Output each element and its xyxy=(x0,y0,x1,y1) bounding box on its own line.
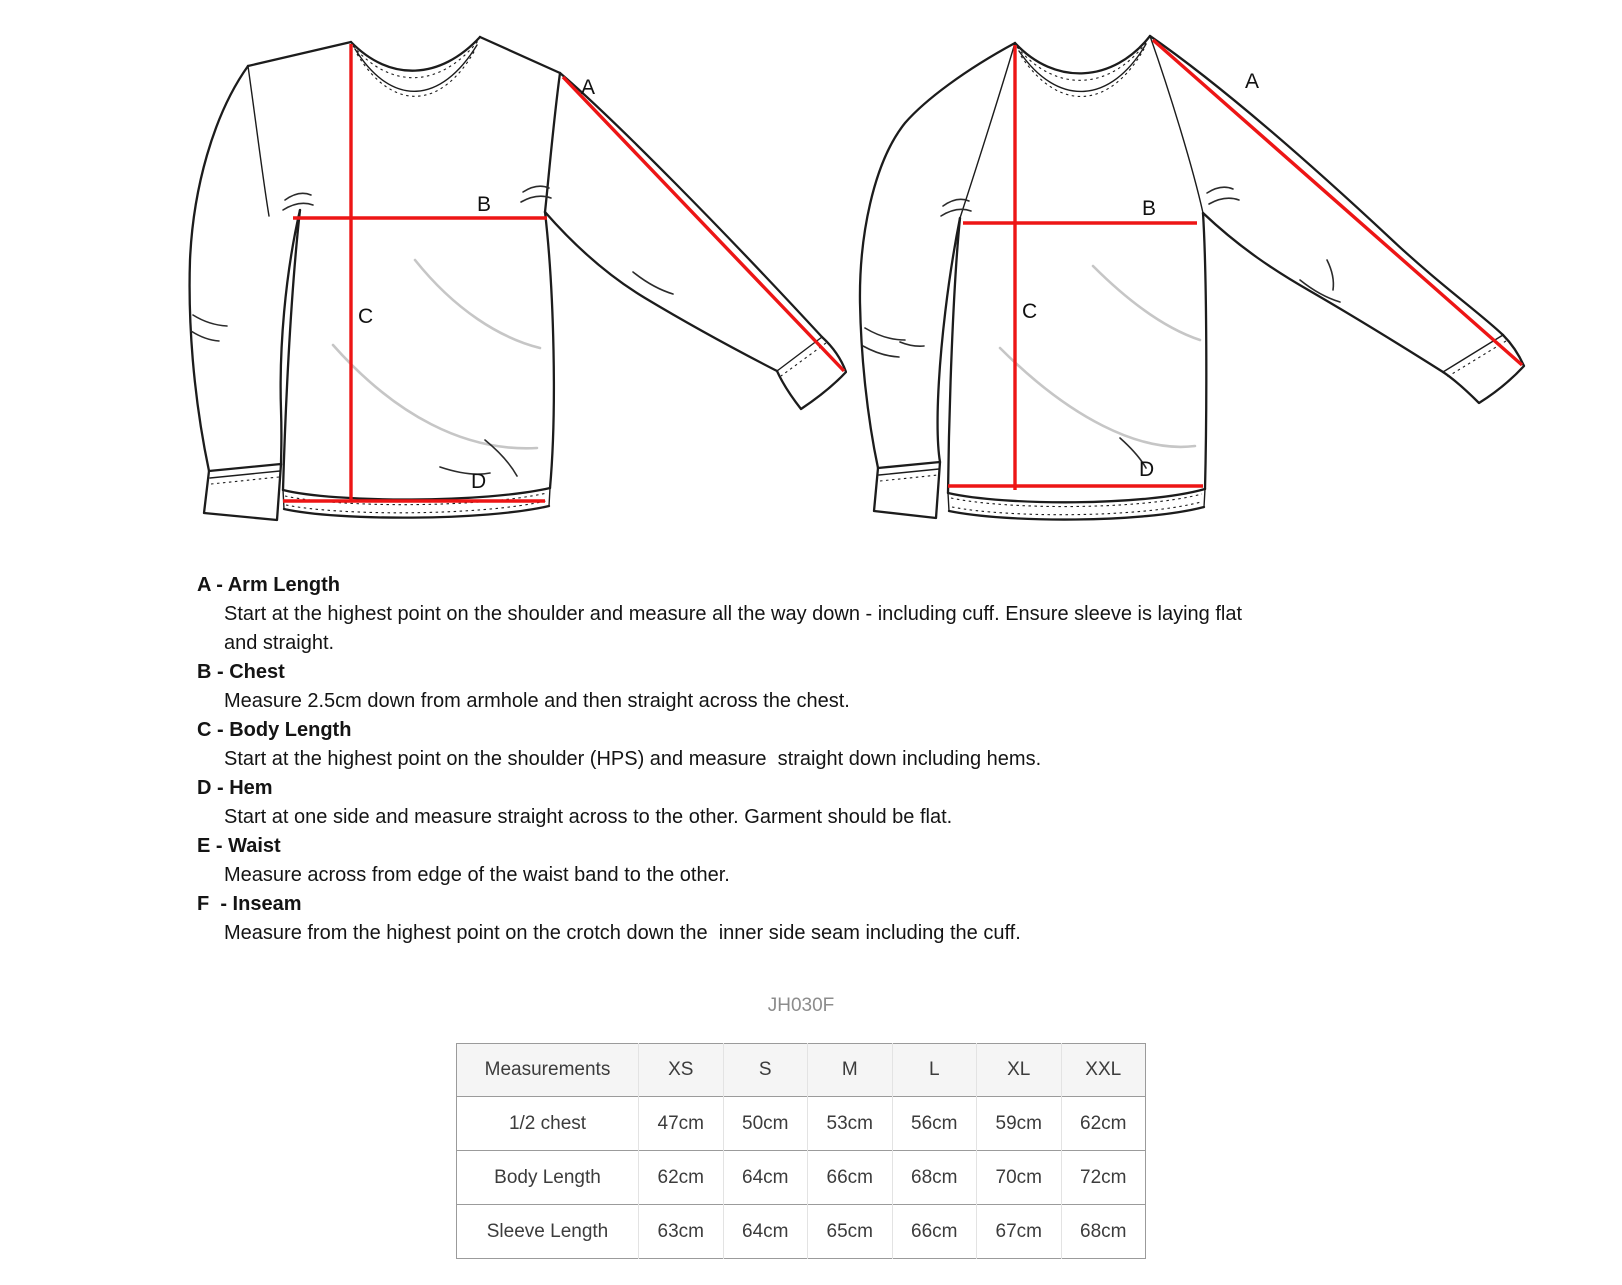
arm-length-label: A xyxy=(1245,70,1260,93)
table-row xyxy=(457,1097,1146,1151)
left-garment-diagram xyxy=(185,20,847,545)
crease-line xyxy=(1000,348,1195,447)
fold-mark xyxy=(633,272,673,294)
guide-text: Measure across from edge of the waist band to the other. xyxy=(224,864,730,886)
collar-outline xyxy=(1019,44,1146,91)
size-col-header: M xyxy=(808,1044,893,1097)
row-label: 1/2 chest xyxy=(457,1097,639,1151)
table-row xyxy=(457,1151,1146,1205)
guide-heading-hem: D - Hem xyxy=(197,777,273,799)
size-col-header: Measurements xyxy=(457,1044,639,1097)
size-value-cell: 64cm xyxy=(723,1151,808,1205)
size-table xyxy=(456,1043,1146,1259)
size-value-cell: 66cm xyxy=(808,1151,893,1205)
row-label: Body Length xyxy=(457,1151,639,1205)
size-value-cell: 68cm xyxy=(892,1151,977,1205)
size-value-cell: 66cm xyxy=(892,1205,977,1259)
size-value-cell: 62cm xyxy=(639,1151,724,1205)
guide-heading-body-length: C - Body Length xyxy=(197,719,352,741)
collar-outline xyxy=(1015,36,1150,73)
crease-line xyxy=(415,260,540,348)
cuff-seam xyxy=(879,469,939,475)
size-value-cell: 63cm xyxy=(639,1205,724,1259)
cuff-outline xyxy=(777,337,846,409)
cuff-stitch xyxy=(211,477,279,484)
size-col-header: XL xyxy=(977,1044,1062,1097)
cuff-outline xyxy=(1443,335,1524,403)
guide-text: Measure 2.5cm down from armhole and then straight across the chest. xyxy=(224,690,850,712)
cuff-seam xyxy=(210,471,280,478)
sleeve-outline xyxy=(190,66,248,471)
side-seam xyxy=(948,218,960,493)
right-garment-diagram xyxy=(845,8,1530,548)
shoulder-seam xyxy=(248,42,351,66)
size-value-cell: 47cm xyxy=(639,1097,724,1151)
armpit-mark xyxy=(941,199,971,216)
cuff-stitch xyxy=(781,343,826,376)
fold-mark xyxy=(193,315,227,326)
hem-label: D xyxy=(471,470,487,493)
size-value-cell: 70cm xyxy=(977,1151,1062,1205)
shoulder-seam xyxy=(480,37,560,73)
size-col-header: XS xyxy=(639,1044,724,1097)
guide-text: and straight. xyxy=(224,632,335,654)
collar-outline xyxy=(355,45,477,91)
sleeve-outline xyxy=(1203,213,1443,372)
product-code: JH030F xyxy=(767,995,835,1016)
guide-text: Start at the highest point on the shoulder (HPS) and measure straight down including hems. xyxy=(224,748,1042,770)
arm-length-line xyxy=(563,77,844,371)
armpit-mark xyxy=(1207,187,1239,204)
hem-stitch xyxy=(286,501,546,513)
size-value-cell: 53cm xyxy=(808,1097,893,1151)
chest-label: B xyxy=(477,193,492,216)
fold-mark xyxy=(191,331,219,341)
guide-text: Start at the highest point on the shoulder and measure all the way down - including cuff. Ensure sleeve is laying flat xyxy=(224,603,1243,625)
measurement-guide xyxy=(197,571,1242,948)
side-seam xyxy=(1203,213,1206,489)
guide-text: Start at one side and measure straight across to the other. Garment should be flat. xyxy=(224,806,953,828)
guide-text: Measure from the highest point on the crotch down the inner side seam including the cuff. xyxy=(224,922,1021,944)
hem-outline xyxy=(283,488,550,500)
body-length-label: C xyxy=(1022,300,1038,323)
cuff-stitch xyxy=(1447,341,1506,377)
armpit-mark xyxy=(283,193,313,210)
crease-line xyxy=(1093,266,1200,340)
collar-outline xyxy=(351,37,480,71)
size-value-cell: 67cm xyxy=(977,1205,1062,1259)
hem-label: D xyxy=(1139,458,1155,481)
hem-outline xyxy=(284,506,549,518)
size-value-cell: 59cm xyxy=(977,1097,1062,1151)
size-col-header: S xyxy=(723,1044,808,1097)
size-col-header: XXL xyxy=(1061,1044,1146,1097)
size-value-cell: 68cm xyxy=(1061,1205,1146,1259)
row-label: Sleeve Length xyxy=(457,1205,639,1259)
size-value-cell: 72cm xyxy=(1061,1151,1146,1205)
sleeve-outline xyxy=(1150,36,1503,335)
crease-line xyxy=(333,345,537,448)
body-length-label: C xyxy=(358,305,374,328)
armhole-seam xyxy=(545,73,560,212)
table-row xyxy=(457,1205,1146,1259)
armhole-seam xyxy=(248,66,269,216)
raglan-seam xyxy=(960,43,1015,218)
guide-heading-waist: E - Waist xyxy=(197,835,281,857)
hem-stitch xyxy=(952,502,1201,515)
size-value-cell: 65cm xyxy=(808,1205,893,1259)
size-col-header: L xyxy=(892,1044,977,1097)
size-value-cell: 62cm xyxy=(1061,1097,1146,1151)
size-table-header-row xyxy=(457,1044,1146,1097)
size-value-cell: 50cm xyxy=(723,1097,808,1151)
cuff-stitch xyxy=(880,475,938,481)
guide-heading-inseam: F - Inseam xyxy=(197,893,302,915)
guide-heading-chest: B - Chest xyxy=(197,661,285,683)
hem-outline xyxy=(949,507,1204,520)
chest-label: B xyxy=(1142,197,1157,220)
fold-mark xyxy=(863,328,924,357)
arm-length-line xyxy=(1153,40,1522,365)
size-value-cell: 56cm xyxy=(892,1097,977,1151)
arm-length-label: A xyxy=(581,76,596,99)
size-value-cell: 64cm xyxy=(723,1205,808,1259)
guide-heading-arm-length: A - Arm Length xyxy=(197,574,340,596)
sleeve-outline xyxy=(545,212,777,371)
side-seam xyxy=(545,212,554,488)
